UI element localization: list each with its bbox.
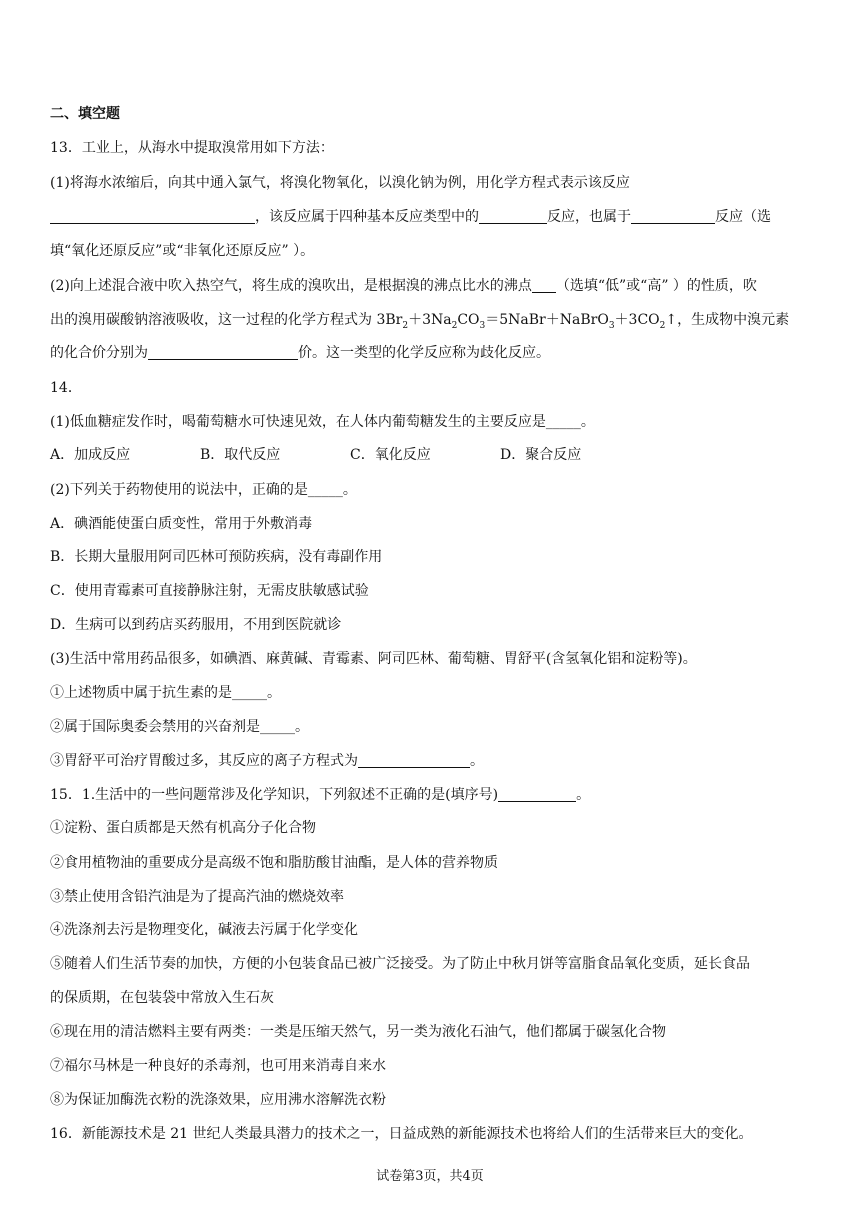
q14-sub1: ①上述物质中属于抗生素的是_____。	[50, 685, 281, 701]
q16-stem: 16．新能源技术是 21 世纪人类最具潜力的技术之一，日益成熟的新能源技术也将给人们的生活带来巨大的变化。	[50, 1126, 753, 1142]
q15-item-1: ①淀粉、蛋白质都是天然有机高分子化合物	[50, 820, 316, 836]
q14-sub2: ②属于国际奥委会禁用的兴奋剂是_____。	[50, 719, 309, 735]
q14-part1-options	[50, 445, 810, 465]
q14-option-c[interactable]: C．使用青霉素可直接静脉注射，无需皮肤敏感试验	[50, 583, 369, 599]
q13-stem: 13．工业上，从海水中提取溴常用如下方法：	[50, 140, 334, 156]
q13-part2-line2: 出的溴用碳酸钠溶液吸收，这一过程的化学方程式为 $3Br_2+3Na_2CO_3=5NaBr+NaBrO_3+3CO_2↑$，生成物中溴元素	[50, 312, 790, 331]
q15-item-8: ⑧为保证加酶洗衣粉的洗涤效果，应用沸水溶解洗衣粉	[50, 1092, 386, 1108]
answer-blank[interactable]	[532, 277, 556, 293]
option-d[interactable]: D．聚合反应	[500, 447, 582, 463]
q13-part2-line1: (2)向上述混合液中吹入热空气，将生成的溴吹出，是根据溴的沸点比水的沸点 （选填“低”或“高” ）的性质，吹	[50, 278, 757, 294]
q15-item-6: ⑥现在用的清洁燃料主要有两类：一类是压缩天然气，另一类为液化石油气，他们都属于碳氢化合物	[50, 1024, 666, 1040]
answer-blank[interactable]	[148, 344, 298, 360]
section-title: 二、填空题	[50, 106, 120, 122]
q14-number: 14．	[50, 380, 82, 396]
q15-item-3: ③禁止使用含铅汽油是为了提高汽油的燃烧效率	[50, 889, 344, 905]
q14-option-b[interactable]: B．长期大量服用阿司匹林可预防疾病，没有毒副作用	[50, 549, 383, 565]
answer-blank[interactable]	[479, 208, 547, 224]
q15-stem: 15．1.生活中的一些问题常涉及化学知识，下列叙述不正确的是(填序号) 。	[50, 787, 591, 803]
q15-item-2: ②食用植物油的重要成分是高级不饱和脂肪酸甘油酯，是人体的营养物质	[50, 855, 498, 871]
page-footer: 试卷第3页，共4页	[376, 1169, 484, 1184]
q13-part1-line2: ，该反应属于四种基本反应类型中的 反应，也属于 反应（选	[50, 207, 810, 227]
q15-item-5-line2: 的保质期，在包装袋中常放入生石灰	[50, 990, 274, 1006]
option-a[interactable]: A．加成反应	[50, 447, 131, 463]
q14-option-a[interactable]: A．碘酒能使蛋白质变性，常用于外敷消毒	[50, 516, 313, 532]
answer-blank[interactable]	[50, 208, 255, 224]
q14-option-d[interactable]: D．生病可以到药店买药服用，不用到医院就诊	[50, 617, 342, 633]
answer-blank[interactable]	[358, 752, 470, 768]
q15-item-4: ④洗涤剂去污是物理变化，碱液去污属于化学变化	[50, 922, 358, 938]
answer-blank[interactable]	[631, 208, 715, 224]
q15-item-7: ⑦福尔马林是一种良好的杀毒剂，也可用来消毒自来水	[50, 1058, 386, 1074]
q13-part1-line1: (1)将海水浓缩后，向其中通入氯气，将溴化物氧化，以溴化钠为例，用化学方程式表示该反应	[50, 175, 630, 191]
q14-part1: (1)低血糖症发作时，喝葡萄糖水可快速见效，在人体内葡萄糖发生的主要反应是_____。	[50, 414, 595, 430]
answer-blank[interactable]	[498, 786, 576, 802]
q14-part2: (2)下列关于药物使用的说法中，正确的是_____。	[50, 482, 357, 498]
q13-part2-line3: 的化合价分别为 价。这一类型的化学反应称为歧化反应。	[50, 345, 550, 361]
option-c[interactable]: C．氧化反应	[350, 447, 431, 463]
q15-item-5-line1: ⑤随着人们生活节奏的加快，方便的小包装食品已被广泛接受。为了防止中秋月饼等富脂食品氧化变质，延长食品	[50, 956, 750, 972]
q13-part1-line3: 填“氧化还原反应”或“非氧化还原反应” ）。	[50, 243, 315, 259]
q14-part3: (3)生活中常用药品很多，如碘酒、麻黄碱、青霉素、阿司匹林、葡萄糖、胃舒平(含氢氧化铝和淀粉等)。	[50, 651, 697, 667]
option-b[interactable]: B．取代反应	[200, 447, 281, 463]
q14-sub3: ③胃舒平可治疗胃酸过多，其反应的离子方程式为 。	[50, 753, 484, 769]
